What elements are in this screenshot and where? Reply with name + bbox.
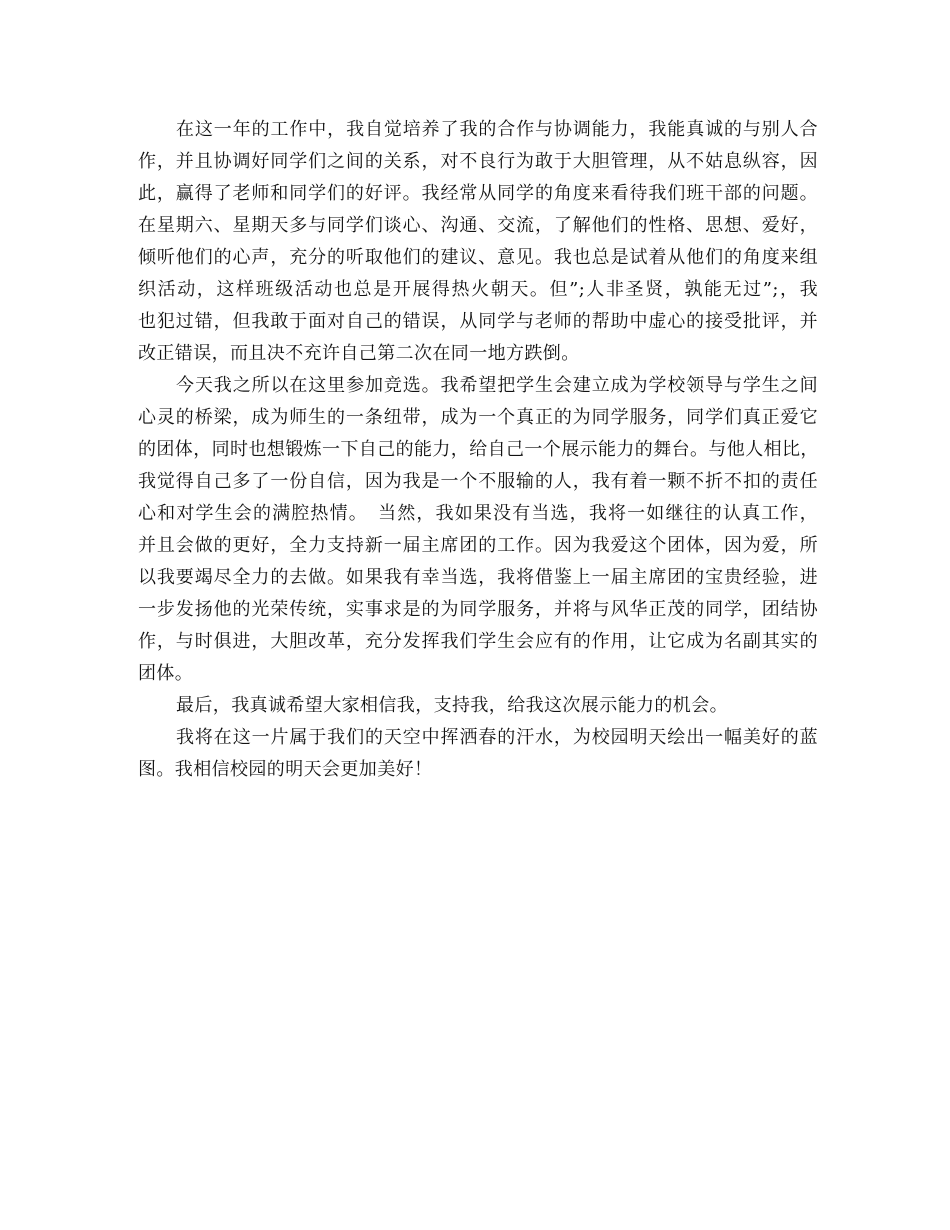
text-line: 的团体，同时也想锻炼一下自己的能力，给自己一个展示能力的舞台。与他人相比， xyxy=(138,439,819,460)
paragraph-3 xyxy=(138,690,818,722)
text-line: 团体。 xyxy=(138,663,194,684)
text-line: 以我要竭尽全力的去做。如果我有幸当选，我将借鉴上一届主席团的宝贵经验，进 xyxy=(138,567,818,588)
text-line: 作，与时俱进，大胆改革，充分发挥我们学生会应有的作用，让它成为名副其实的 xyxy=(138,631,818,652)
text-line: 图。我相信校园的明天会更加美好！ xyxy=(138,759,433,780)
document-body xyxy=(138,114,818,786)
text-line: 作，并且协调好同学们之间的关系，对不良行为敢于大胆管理，从不姑息纵容，因 xyxy=(138,151,818,172)
text-line: 我觉得自己多了一份自信，因为我是一个不服输的人，我有着一颗不折不扣的责任 xyxy=(138,471,818,492)
text-line: 在这一年的工作中，我自觉培养了我的合作与协调能力，我能真诚的与别人合 xyxy=(176,119,818,140)
paragraph-1 xyxy=(138,114,818,370)
text-line: 也犯过错，但我敢于面对自己的错误，从同学与老师的帮助中虚心的接受批评，并 xyxy=(138,311,818,332)
text-line: 心灵的桥梁，成为师生的一条纽带，成为一个真正的为同学服务，同学们真正爱它 xyxy=(138,407,818,428)
text-line: 我将在这一片属于我们的天空中挥洒春的汗水，为校园明天绘出一幅美好的蓝 xyxy=(176,727,818,748)
text-line: 最后，我真诚希望大家相信我，支持我，给我这次展示能力的机会。 xyxy=(176,695,728,716)
text-line: 此，赢得了老师和同学们的好评。我经常从同学的角度来看待我们班干部的问题。 xyxy=(138,183,818,204)
text-line: 织活动，这样班级活动也总是开展得热火朝天。但”;人非圣贤，孰能无过”;，我 xyxy=(138,279,818,300)
text-line: 倾听他们的心声，充分的听取他们的建议、意见。我也总是试着从他们的角度来组 xyxy=(138,247,818,268)
paragraph-2 xyxy=(138,370,818,690)
text-line: 改正错误，而且决不充许自己第二次在同一地方跌倒。 xyxy=(138,343,580,364)
text-line: 今天我之所以在这里参加竞选。我希望把学生会建立成为学校领导与学生之间 xyxy=(176,375,818,396)
text-line: 一步发扬他的光荣传统，实事求是的为同学服务，并将与风华正茂的同学，团结协 xyxy=(138,599,818,620)
paragraph-4 xyxy=(138,722,818,786)
text-line: 并且会做的更好，全力支持新一届主席团的工作。因为我爱这个团体，因为爱，所 xyxy=(138,535,818,556)
text-line: 在星期六、星期天多与同学们谈心、沟通、交流，了解他们的性格、思想、爱好， xyxy=(138,215,818,236)
text-line: 心和对学生会的满腔热情。 当然，我如果没有当选，我将一如继往的认真工作， xyxy=(138,503,818,524)
